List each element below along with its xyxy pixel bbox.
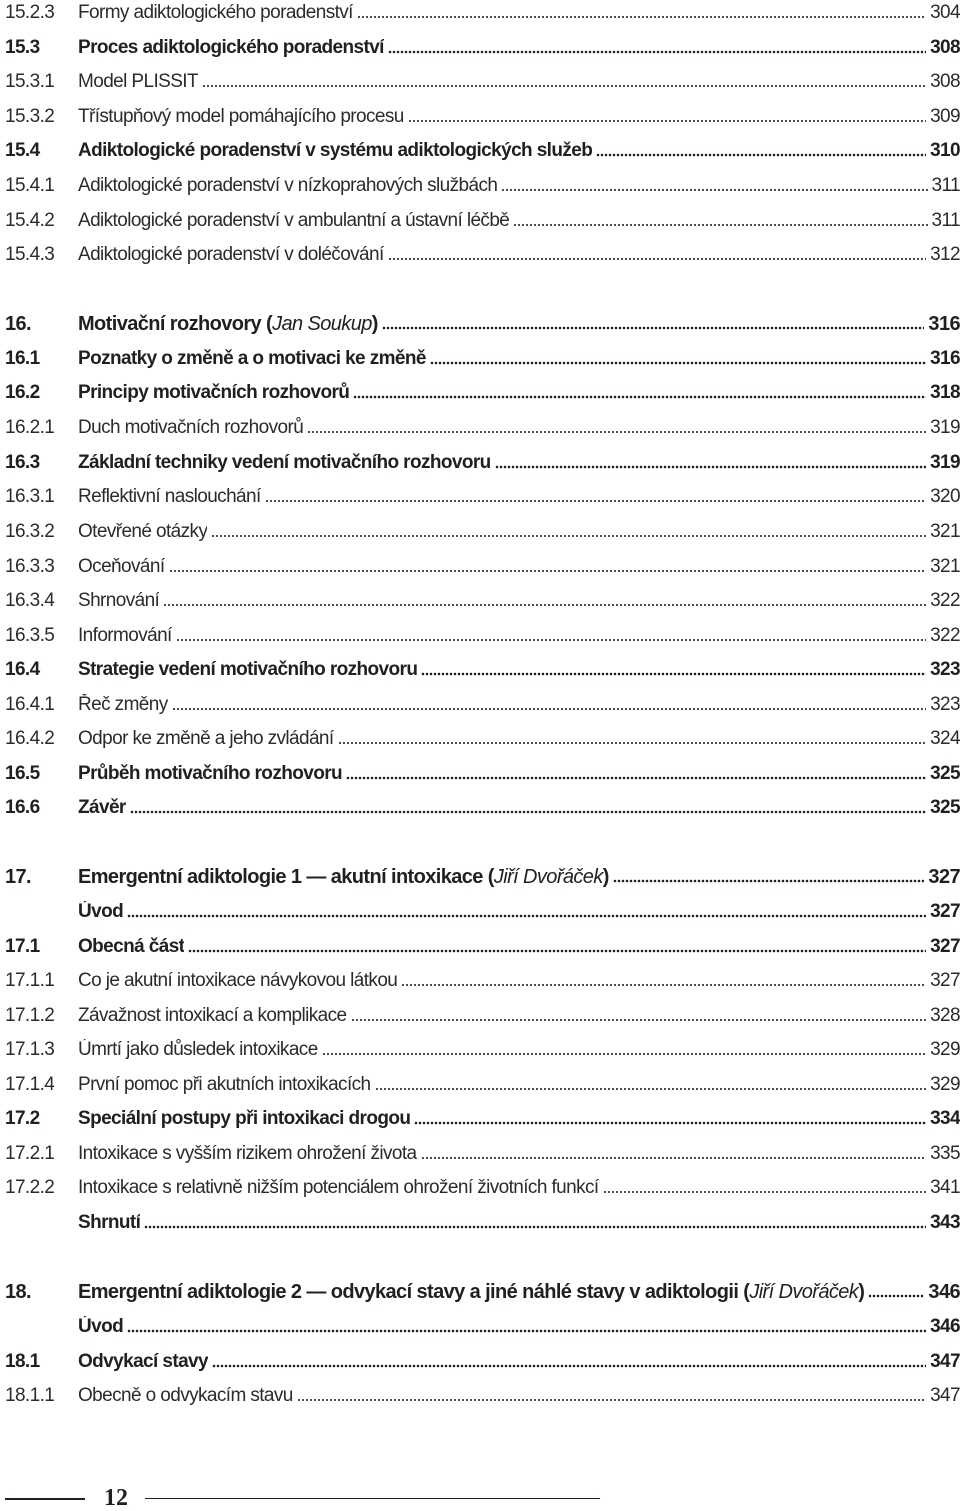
dot-leader: [382, 324, 925, 330]
toc-entry-number: 16.3: [5, 452, 78, 474]
toc-entry-title-text: Co je akutní intoxikace návykovou látkou: [78, 970, 397, 991]
toc-entry[interactable]: [5, 1096, 960, 1130]
dot-leader: [144, 1223, 926, 1229]
toc-entry-title: [78, 797, 126, 819]
toc-entry-title-text: Strategie vedení motivačního rozhovoru: [78, 659, 417, 680]
toc-entry-page: 324: [930, 728, 960, 750]
toc-entry-page: 325: [930, 763, 960, 785]
dot-leader: [513, 221, 927, 227]
toc-entry-title: [78, 244, 384, 266]
toc-entry-title: [78, 37, 384, 59]
toc-entry-number: 17.2: [5, 1108, 78, 1130]
toc-entry[interactable]: [5, 993, 960, 1027]
toc-entry-title-text: Úvod: [78, 901, 123, 922]
dot-leader: [501, 186, 927, 192]
toc-entry-page: 327: [928, 866, 960, 888]
toc-entry-title-text: Poznatky o změně a o motivaci ke změně: [78, 348, 426, 369]
dot-leader: [401, 981, 926, 987]
toc-entry-number: 17.: [5, 866, 78, 888]
toc-entry-title: Emergentní adiktologie 2 — odvykací stavy a jiné náhlé stavy v adiktologii (Jiří Dvořáček): [78, 1281, 864, 1303]
toc-entry[interactable]: [5, 370, 960, 404]
toc-entry-page: 318: [930, 382, 960, 404]
page-footer: [0, 1475, 960, 1506]
toc-entry-number: 17.1.2: [5, 1005, 78, 1027]
toc-entry[interactable]: [5, 1165, 960, 1199]
toc-entry-page: 335: [930, 1143, 960, 1165]
toc-entry[interactable]: [5, 1304, 960, 1338]
toc-entry[interactable]: [5, 509, 960, 543]
toc-entry-title: [78, 936, 184, 958]
toc-entry-number: 16.3.1: [5, 486, 78, 508]
toc-entry-title: [78, 1351, 208, 1373]
toc-entry-title: [78, 210, 509, 232]
dot-leader: [127, 1327, 926, 1333]
toc-entry-page: 325: [930, 797, 960, 819]
toc-entry-title-text: Principy motivačních rozhovorů: [78, 382, 349, 403]
dot-leader: [169, 567, 927, 573]
toc-entry-title: [78, 1039, 318, 1061]
dot-leader: [357, 13, 926, 19]
toc-entry-page: 321: [930, 521, 960, 543]
toc-entry-page: 316: [930, 348, 960, 370]
toc-entry-page: 310: [930, 140, 960, 162]
dot-leader: [211, 532, 926, 538]
toc-entry-page: 327: [930, 901, 960, 923]
toc-entry[interactable]: [5, 198, 960, 232]
toc-entry-title-text: Odpor ke změně a jeho zvládání: [78, 728, 334, 749]
toc-entry-title-text: Adiktologické poradenství v doléčování: [78, 244, 384, 265]
toc-entry[interactable]: [5, 1131, 960, 1165]
toc-entry-title: [78, 1108, 410, 1130]
toc-entry-title: [78, 71, 198, 93]
toc-entry-title: [78, 1005, 347, 1027]
toc-entry[interactable]: [5, 1339, 960, 1373]
toc-entry-number: 15.4: [5, 140, 78, 162]
toc-entry-title-text: Adiktologické poradenství v systému adiktologických služeb: [78, 140, 592, 161]
dot-leader: [388, 48, 926, 54]
toc-entry-title-text: Třístupňový model pomáhajícího procesu: [78, 106, 404, 127]
footer-rule-left: [5, 1498, 85, 1500]
toc-entry-title: [78, 590, 159, 612]
toc-entry[interactable]: [5, 336, 960, 370]
toc-entry-title-text: Duch motivačních rozhovorů: [78, 417, 303, 438]
toc-entry-title-text: Proces adiktologického poradenství: [78, 37, 384, 58]
dot-leader: [388, 255, 926, 261]
toc-entry[interactable]: [5, 59, 960, 93]
dot-leader: [265, 497, 926, 503]
toc-entry-title-text: Závěr: [78, 797, 126, 818]
toc-entry[interactable]: [5, 1062, 960, 1096]
toc-entry-page: 322: [930, 590, 960, 612]
toc-entry-title-text: Intoxikace s relativně nižším potenciálem ohrožení životních funkcí: [78, 1177, 599, 1198]
toc-entry-number: 16.4: [5, 659, 78, 681]
toc-entry[interactable]: [5, 924, 960, 958]
toc-entry-title-text: Obecná část: [78, 936, 184, 957]
dot-leader: [346, 774, 926, 780]
toc-entry-page: 323: [930, 694, 960, 716]
toc-entry-number: 15.2.3: [5, 2, 78, 24]
toc-entry-page: 347: [930, 1351, 960, 1373]
toc-entry-title-text: Úvod: [78, 1316, 123, 1337]
dot-leader: [414, 1119, 926, 1125]
dot-leader: [163, 601, 926, 607]
toc-entry-title-text: Adiktologické poradenství v nízkoprahových službách: [78, 175, 497, 196]
toc-entry-number: 18.: [5, 1281, 78, 1303]
toc-entry-title-text: Odvykací stavy: [78, 1351, 208, 1372]
toc-entry-page: 304: [930, 2, 960, 24]
toc-entry-title-text: Úmrtí jako důsledek intoxikace: [78, 1039, 318, 1060]
toc-entry-title: [78, 1074, 371, 1096]
toc-entry-page: 312: [930, 244, 960, 266]
dot-leader: [495, 463, 926, 469]
toc-entry-title: [78, 175, 497, 197]
toc-entry-title: [78, 970, 397, 992]
toc-entry[interactable]: [5, 94, 960, 128]
toc-entry[interactable]: [5, 1027, 960, 1061]
toc-entry-number: 18.1.1: [5, 1385, 78, 1407]
toc-entry[interactable]: [5, 751, 960, 785]
toc-entry-number: 16.6: [5, 797, 78, 819]
toc-entry[interactable]: [5, 163, 960, 197]
toc-entry-title: Motivační rozhovory (Jan Soukup): [78, 313, 378, 335]
toc-entry-title-text: Oceňování: [78, 556, 165, 577]
toc-entry[interactable]: [5, 301, 960, 335]
toc-entry-title: [78, 1177, 599, 1199]
toc-entry-author: Jiří Dvořáček: [749, 1281, 858, 1303]
toc-entry-title-text: Motivační rozhovory: [78, 313, 261, 335]
toc-entry-number: 17.2.2: [5, 1177, 78, 1199]
toc-entry[interactable]: [5, 578, 960, 612]
toc-entry-number: 18.1: [5, 1351, 78, 1373]
toc-entry-page: 327: [930, 970, 960, 992]
toc-entry-title-text: Emergentní adiktologie 2 — odvykací stavy a jiné náhlé stavy v adiktologii: [78, 1281, 738, 1303]
toc-entry-page: 322: [930, 625, 960, 647]
toc-entry-number: 15.4.3: [5, 244, 78, 266]
toc-entry-title-text: Model PLISSIT: [78, 71, 198, 92]
toc-entry-title: [78, 1385, 293, 1407]
toc-entry-number: 17.1.1: [5, 970, 78, 992]
toc-entry-title-text: Shrnování: [78, 590, 159, 611]
toc-entry-page: 347: [930, 1385, 960, 1407]
toc-entry-title: [78, 348, 426, 370]
toc-entry-page: 341: [930, 1177, 960, 1199]
toc-entry-title: Emergentní adiktologie 1 — akutní intoxikace (Jiří Dvořáček): [78, 866, 609, 888]
dot-leader: [307, 428, 926, 434]
toc-entry-number: 15.4.2: [5, 210, 78, 232]
dot-leader: [127, 912, 926, 918]
toc-entry-page: 311: [932, 175, 960, 197]
dot-leader: [430, 359, 926, 365]
dot-leader: [297, 1396, 926, 1402]
toc-entry-title-text: Adiktologické poradenství v ambulantní a ústavní léčbě: [78, 210, 509, 231]
dot-leader: [596, 151, 926, 157]
toc-entry-title-text: Otevřené otázky: [78, 521, 207, 542]
dot-leader: [322, 1050, 926, 1056]
toc-entry-number: 16.4.2: [5, 728, 78, 750]
toc-entry-page: 334: [930, 1108, 960, 1130]
dot-leader: [202, 82, 926, 88]
toc-entry-page: 343: [930, 1212, 960, 1234]
toc-entry-title-text: Průběh motivačního rozhovoru: [78, 763, 342, 784]
toc-entry[interactable]: [5, 474, 960, 508]
toc-entry-number: 16.: [5, 313, 78, 335]
toc-entry-number: 15.3.2: [5, 106, 78, 128]
toc-entry-page: 316: [928, 313, 960, 335]
toc-entry-title: [78, 1143, 417, 1165]
toc-entry[interactable]: [5, 1373, 960, 1407]
toc-entry-page: 319: [930, 417, 960, 439]
toc-entry-title-text: Intoxikace s vyšším rizikem ohrožení života: [78, 1143, 417, 1164]
toc-entry-number: 16.1: [5, 348, 78, 370]
toc-entry-page: 327: [930, 936, 960, 958]
toc-entry-title-text: Obecně o odvykacím stavu: [78, 1385, 293, 1406]
toc-entry-title: [78, 521, 207, 543]
toc-entry-title: [78, 1316, 123, 1338]
dot-leader: [375, 1085, 927, 1091]
toc-entry[interactable]: [5, 682, 960, 716]
toc-entry-number: 16.5: [5, 763, 78, 785]
toc-entry[interactable]: [5, 785, 960, 819]
dot-leader: [868, 1292, 924, 1298]
dot-leader: [351, 1016, 927, 1022]
toc-entry-title-text: Řeč změny: [78, 694, 168, 715]
toc-entry-title: [78, 556, 165, 578]
toc-entry-title-text: První pomoc při akutních intoxikacích: [78, 1074, 371, 1095]
toc-entry[interactable]: [5, 1269, 960, 1303]
footer-rule-right: [145, 1498, 600, 1499]
toc-entry-page: 329: [930, 1039, 960, 1061]
toc-entry[interactable]: [5, 0, 960, 24]
toc-entry-number: 17.1.3: [5, 1039, 78, 1061]
toc-entry-title: [78, 486, 261, 508]
toc-entry[interactable]: [5, 128, 960, 162]
toc-entry[interactable]: [5, 440, 960, 474]
page-number: 12: [96, 1485, 136, 1511]
toc-entry-title: [78, 382, 349, 404]
dot-leader: [188, 947, 926, 953]
toc-entry-title: [78, 1212, 140, 1234]
toc-entry-title-text: Speciální postupy při intoxikaci drogou: [78, 1108, 410, 1129]
dot-leader: [421, 670, 926, 676]
dot-leader: [212, 1362, 926, 1368]
toc-entry[interactable]: [5, 1200, 960, 1234]
toc-entry-number: 17.1: [5, 936, 78, 958]
toc-entry-page: 320: [930, 486, 960, 508]
toc-entry-title-text: Reflektivní naslouchání: [78, 486, 261, 507]
toc-entry-title: [78, 659, 417, 681]
toc-entry[interactable]: [5, 25, 960, 59]
toc-entry-page: 321: [930, 556, 960, 578]
toc-entry-title: [78, 452, 491, 474]
dot-leader: [408, 117, 926, 123]
toc-entry-author: Jiří Dvořáček: [494, 866, 603, 888]
toc-entry-page: 329: [930, 1074, 960, 1096]
dot-leader: [130, 808, 926, 814]
toc-entry[interactable]: [5, 716, 960, 750]
dot-leader: [338, 739, 927, 745]
toc-entry[interactable]: [5, 232, 960, 266]
toc-entry-number: 16.3.4: [5, 590, 78, 612]
toc-entry-title-text: Základní techniky vedení motivačního rozhovoru: [78, 452, 491, 473]
toc-entry-title: [78, 106, 404, 128]
toc-entry-title-text: Formy adiktologického poradenství: [78, 2, 353, 23]
toc-entry-title: [78, 694, 168, 716]
toc-entry-title-text: Informování: [78, 625, 172, 646]
toc-entry-number: 16.3.5: [5, 625, 78, 647]
toc-entry-page: 346: [928, 1281, 960, 1303]
toc-entry[interactable]: [5, 958, 960, 992]
dot-leader: [353, 393, 926, 399]
toc-entry-number: 17.1.4: [5, 1074, 78, 1096]
toc-entry-page: 346: [930, 1316, 960, 1338]
toc-entry-title: [78, 625, 172, 647]
dot-leader: [603, 1188, 927, 1194]
toc-entry-title-text: Závažnost intoxikací a komplikace: [78, 1005, 347, 1026]
dot-leader: [613, 877, 925, 883]
toc-entry-title-text: Emergentní adiktologie 1 — akutní intoxikace: [78, 866, 483, 888]
toc-entry-page: 308: [930, 37, 960, 59]
toc-entry-number: 16.4.1: [5, 694, 78, 716]
toc-entry[interactable]: [5, 613, 960, 647]
toc-entry-page: 328: [930, 1005, 960, 1027]
toc-entry-number: 17.2.1: [5, 1143, 78, 1165]
toc-entry-title: [78, 140, 592, 162]
toc-entry-title: [78, 417, 303, 439]
toc-entry-number: 15.4.1: [5, 175, 78, 197]
toc-entry[interactable]: [5, 544, 960, 578]
dot-leader: [421, 1154, 927, 1160]
dot-leader: [176, 636, 926, 642]
toc-entry-title: [78, 901, 123, 923]
toc-entry-page: 308: [930, 71, 960, 93]
toc-entry[interactable]: [5, 405, 960, 439]
dot-leader: [172, 705, 926, 711]
toc-entry[interactable]: [5, 889, 960, 923]
toc-entry-title: [78, 763, 342, 785]
toc-entry-number: 15.3: [5, 37, 78, 59]
toc-entry-number: 15.3.1: [5, 71, 78, 93]
toc-entry-title-text: Shrnutí: [78, 1212, 140, 1233]
toc-entry-number: 16.2.1: [5, 417, 78, 439]
toc-entry[interactable]: [5, 854, 960, 888]
toc-entry-page: 323: [930, 659, 960, 681]
toc-entry-page: 311: [932, 210, 960, 232]
toc-entry-author: Jan Soukup: [272, 313, 372, 335]
toc-entry[interactable]: [5, 647, 960, 681]
toc-entry-page: 309: [930, 106, 960, 128]
toc-entry-number: 16.2: [5, 382, 78, 404]
toc-entry-title: [78, 2, 353, 24]
toc-entry-number: 16.3.3: [5, 556, 78, 578]
toc-entry-number: 16.3.2: [5, 521, 78, 543]
toc-entry-page: 319: [930, 452, 960, 474]
toc-entry-title: [78, 728, 334, 750]
